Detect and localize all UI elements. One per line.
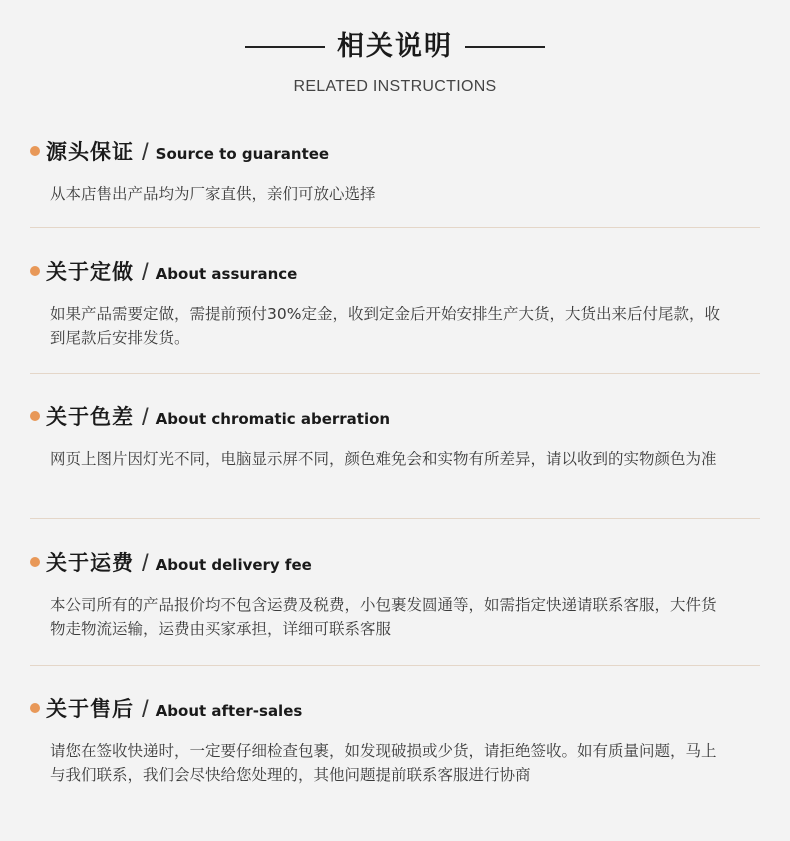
section-title (46, 695, 302, 725)
section-divider (30, 373, 760, 374)
section-title-en: About after-sales (155, 702, 303, 720)
section-slash: / (142, 696, 150, 723)
section-slash: / (142, 404, 150, 431)
header (0, 0, 790, 110)
section-title-en: About delivery fee (155, 556, 312, 574)
bullet-dot-icon (30, 557, 40, 567)
title-line-right (465, 46, 545, 48)
section-color-difference (30, 403, 760, 471)
section-body: 请您在签收快递时，一定要仔细检查包裹，如发现破损或少货，请拒绝签收。如有质量问题，马上与我们联系，我们会尽快给您处理的，其他问题提前联系客服进行协商 (50, 742, 717, 784)
section-heading (30, 403, 760, 433)
page-subtitle: RELATED INSTRUCTIONS (293, 78, 497, 95)
section-title-cn: 关于色差 (46, 405, 134, 429)
section-heading (30, 138, 760, 168)
section-heading (30, 549, 760, 579)
title-row (0, 28, 790, 66)
section-custom-order (30, 258, 760, 350)
section-divider (30, 227, 760, 228)
section-slash: / (142, 550, 150, 577)
section-title (46, 258, 297, 288)
section-title-cn: 源头保证 (46, 140, 134, 164)
section-after-sales (30, 695, 760, 787)
bullet-dot-icon (30, 266, 40, 276)
section-title-en: About chromatic aberration (155, 410, 391, 428)
section-divider (30, 518, 760, 519)
bullet-dot-icon (30, 703, 40, 713)
section-title-en: Source to guarantee (155, 145, 330, 163)
title-line-left (245, 46, 325, 48)
page-title: 相关说明 (337, 31, 453, 62)
section-divider (30, 665, 760, 666)
section-body: 本公司所有的产品报价均不包含运费及税费，小包裹发圆通等，如需指定快递请联系客服，大件货物走物流运输，运费由买家承担，详细可联系客服 (50, 596, 717, 638)
section-slash: / (142, 259, 150, 286)
section-title (46, 138, 329, 168)
section-delivery-fee (30, 549, 760, 641)
section-heading (30, 258, 760, 288)
section-body: 如果产品需要定做，需提前预付30%定金，收到定金后开始安排生产大货，大货出来后付尾款，收到尾款后安排发货。 (50, 305, 720, 347)
section-title-en: About assurance (155, 265, 298, 283)
section-slash: / (142, 139, 150, 166)
bullet-dot-icon (30, 146, 40, 156)
section-title (46, 403, 390, 433)
section-body: 网页上图片因灯光不同，电脑显示屏不同，颜色难免会和实物有所差异，请以收到的实物颜色为准 (50, 450, 717, 468)
section-body: 从本店售出产品均为厂家直供，亲们可放心选择 (50, 185, 376, 203)
section-title-cn: 关于定做 (46, 260, 134, 284)
section-heading (30, 695, 760, 725)
section-title-cn: 关于售后 (46, 697, 134, 721)
section-source-guarantee (30, 138, 760, 206)
section-title-cn: 关于运费 (46, 551, 134, 575)
bullet-dot-icon (30, 411, 40, 421)
section-title (46, 549, 312, 579)
